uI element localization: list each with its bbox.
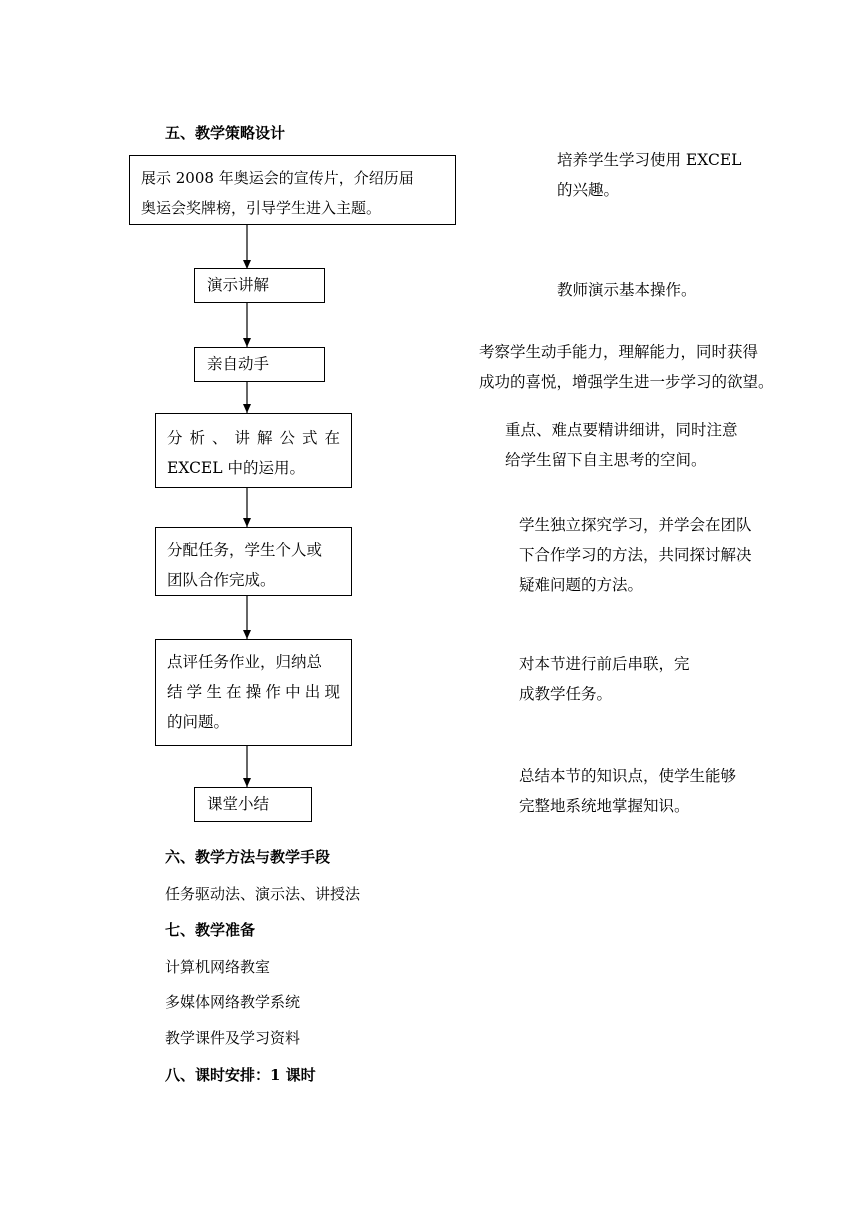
flow-box-analysis-text [167,423,340,483]
section-7-item: 计算机网络教室 [165,958,271,976]
text-line: 培养学生学习使用 EXCEL [557,151,742,169]
text-line: 展示 2008 年奥运会的宣传片，介绍历届 [141,169,414,187]
section-6-heading: 六、教学方法与教学手段 [165,848,331,866]
flow-box-hands-on-text [207,349,269,379]
text-line: 下合作学习的方法，共同探讨解决 [519,546,752,564]
text-line: 课堂小结 [207,795,270,813]
text-line: 亲自动手 [207,355,270,373]
text-line: 的问题。 [167,713,230,731]
text-line: 分析、讲解公式在 [167,429,340,447]
flow-box-summary-text [207,789,269,819]
flow-note-review [519,649,690,709]
section-7-item: 教学课件及学习资料 [165,1029,301,1047]
text-line: 完整地系统地掌握知识。 [519,797,690,815]
text-line: 教师演示基本操作。 [557,281,697,299]
flow-note-analysis [505,415,738,475]
section-7-heading: 七、教学准备 [165,921,256,939]
flow-box-task-text [167,535,340,595]
text-line: 分配任务，学生个人或 [167,541,323,559]
text-line: 结学生在操作中出现 [167,683,340,701]
flow-note-demo [557,275,697,305]
text-line: EXCEL 中的运用。 [167,459,305,477]
text-line: 点评任务作业，归纳总 [167,653,323,671]
flow-note-intro [557,145,741,205]
text-line: 疑难问题的方法。 [519,576,644,594]
text-line: 重点、难点要精讲细讲，同时注意 [505,421,738,439]
flow-box-demo-text [207,270,269,300]
flow-box-intro-text [141,163,447,223]
section-5-heading: 五、教学策略设计 [165,124,286,142]
text-line: 考察学生动手能力，理解能力，同时获得 [479,343,759,361]
text-line: 对本节进行前后串联，完 [519,655,690,673]
section-8-heading: 八、课时安排：1 课时 [165,1066,316,1084]
section-6-text: 任务驱动法、演示法、讲授法 [165,885,361,903]
text-line: 成教学任务。 [519,685,613,703]
flow-note-summary [519,761,736,821]
text-line: 成功的喜悦，增强学生进一步学习的欲望。 [479,373,774,391]
text-line: 总结本节的知识点，使学生能够 [519,767,737,785]
text-line: 学生独立探究学习，并学会在团队 [519,516,752,534]
flow-note-task [519,510,752,600]
text-line: 奥运会奖牌榜，引导学生进入主题。 [141,199,382,217]
section-7-item: 多媒体网络教学系统 [165,993,301,1011]
text-line: 的兴趣。 [557,181,620,199]
text-line: 团队合作完成。 [167,571,276,589]
flow-note-hands-on [479,337,774,397]
text-line: 演示讲解 [207,276,270,294]
flow-box-review-text [167,647,340,737]
text-line: 给学生留下自主思考的空间。 [505,451,707,469]
